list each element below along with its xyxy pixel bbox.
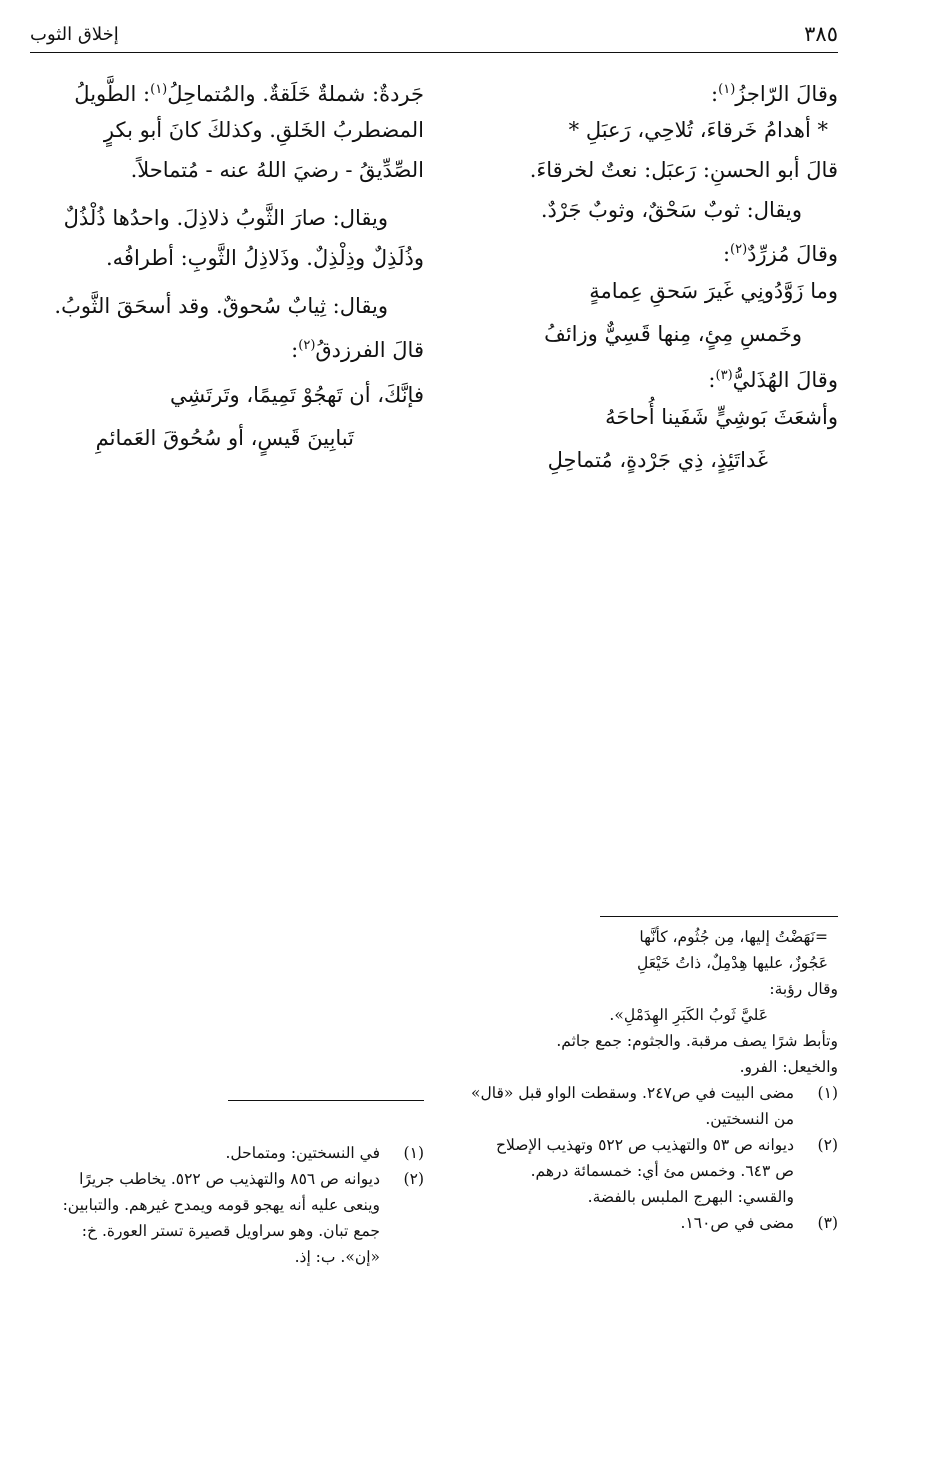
footnote-line: والخيعل: الفرو. bbox=[739, 1058, 838, 1076]
left-column bbox=[28, 70, 424, 460]
text-line: الصِّدِّيقُ - رضيَ اللهُ عنه - مُتماحلاً. bbox=[130, 158, 424, 182]
footnote-number: (٢) bbox=[403, 1170, 424, 1188]
footnote-text: في النسختين: ومتماحل. bbox=[225, 1144, 380, 1162]
verse-line: وخَمسِ مِئٍ، مِنها قَسِيٌّ وزائفُ bbox=[544, 322, 802, 346]
text-line: ويقال: صارَ الثَّوبُ ذلاذِلَ. واحدُها ذُلْذُلٌ bbox=[63, 206, 388, 230]
footnote-text: مضى البيت في ص٢٤٧. وسقطت الواو قبل «قال» bbox=[470, 1084, 794, 1102]
verse-line: تَبابِينَ قَيسٍ، أو سُحُوقَ العَمائمِ bbox=[95, 426, 354, 450]
footnote-line: عَليَّ ثَوبُ الكَبَرِ الهِدَمْلِ». bbox=[609, 1006, 768, 1024]
text-line: جَردةٌ: شملةٌ خَلَقةٌ. والمُتماحِلُ$^{(١)}$: الطَّويلُ bbox=[74, 82, 424, 106]
text-line: قالَ أبو الحسنِ: رَعبَل: نعتٌ لخرقاءَ. bbox=[529, 158, 838, 182]
text-line: وقالَ الرّاجزُ$^{(١)}$: bbox=[711, 82, 838, 106]
footnote-number: (١) bbox=[403, 1144, 424, 1162]
right-footnotes bbox=[438, 924, 838, 1236]
footnote-line: من النسختين. bbox=[705, 1110, 794, 1128]
text-line: قالَ الفرزدقُ$^{(٢)}$: bbox=[291, 338, 424, 362]
verse-line: * أهدامُ خَرقاءَ، تُلاحِي، رَعبَلِ * bbox=[568, 118, 828, 142]
verse-line: فإنَّكَ، أن تَهجُوْ تَمِيمًا، وتَرتَشِي bbox=[170, 383, 424, 407]
footnote-line: عَجُوزٌ، عليها هِدْمِلٌ، ذاتُ خَيْعَلِ bbox=[636, 954, 828, 972]
footnote-line: وتأبط شرًا يصف مرقبة. والجثوم: جمع جاثم. bbox=[556, 1032, 838, 1050]
text-line: وذُلَذِلٌ وذِلْذِلٌ. وذَلاذِلُ الثَّوبِ: أطرافُه. bbox=[105, 246, 424, 270]
footnote-line: والقسي: البهرج الملبس بالفضة. bbox=[587, 1188, 794, 1206]
running-title: إخلاق الثوب bbox=[30, 24, 119, 45]
text-line: المضطربُ الخَلقِ. وكذلكَ كانَ أبو بكرٍ bbox=[103, 118, 424, 142]
text-line: وقالَ مُزرِّدٌ$^{(٢)}$: bbox=[722, 242, 838, 266]
footnote-line: جمع تبان. وهو سراويل قصيرة تستر العورة. خ: bbox=[81, 1222, 380, 1240]
footnote-item bbox=[438, 1210, 838, 1236]
verse-line: وما زَوَّدُونِي غَيرَ سَحقِ عِمامةٍ bbox=[589, 279, 838, 303]
footnote-rule bbox=[228, 1100, 424, 1101]
footnote-text: مضى في ص١٦٠. bbox=[680, 1214, 794, 1232]
footnote-number: (١) bbox=[817, 1084, 838, 1102]
text-line: ويقال: ثِيابٌ سُحوقٌ. وقد أسحَقَ الثَّوبُ. bbox=[54, 294, 388, 318]
footnote-line: ص ٦٤٣. وخمس مئ أي: خمسمائة درهم. bbox=[530, 1162, 794, 1180]
footnote-line: =نَهَضْتُ إليها، مِن جُثُوم، كأنَّها bbox=[639, 928, 828, 946]
footnote-item bbox=[438, 1132, 838, 1158]
footnote-line: وينعى عليه أنه يهجو قومه ويمدح غيرهم. والتبابين: bbox=[62, 1196, 380, 1214]
footnote-line: «إن». ب: إذ. bbox=[294, 1248, 380, 1266]
footnote-text: ديوانه ص ٨٥٦ والتهذيب ص ٥٢٢. يخاطب جريرًا bbox=[79, 1170, 380, 1188]
left-footnotes bbox=[24, 1140, 424, 1270]
right-column bbox=[446, 70, 838, 482]
footnote-number: (٢) bbox=[817, 1136, 838, 1154]
footnote-rule bbox=[600, 916, 838, 917]
footnote-item bbox=[24, 1140, 424, 1166]
verse-line: غَداتَئِذٍ، ذِي جَرْدةٍ، مُتماحِلِ bbox=[547, 448, 768, 472]
running-header bbox=[30, 22, 838, 53]
page-number: ٣٨٥ bbox=[804, 22, 838, 46]
text-line: ويقال: ثوبٌ سَحْقٌ، وثوبٌ جَرْدٌ. bbox=[540, 198, 802, 222]
footnote-text: ديوانه ص ٥٣ والتهذيب ص ٥٢٢ وتهذيب الإصلاح bbox=[496, 1136, 794, 1154]
footnote-number: (٣) bbox=[817, 1214, 838, 1232]
text-line: وقالَ الهُذَليُّ$^{(٣)}$: bbox=[708, 368, 838, 392]
verse-line: وأشعَثَ بَوشِيٍّ شَفَينا أُحاحَهُ bbox=[605, 405, 838, 429]
footnote-line: وقال رؤبة: bbox=[769, 980, 838, 998]
footnote-item bbox=[438, 1080, 838, 1106]
footnote-item bbox=[24, 1166, 424, 1192]
